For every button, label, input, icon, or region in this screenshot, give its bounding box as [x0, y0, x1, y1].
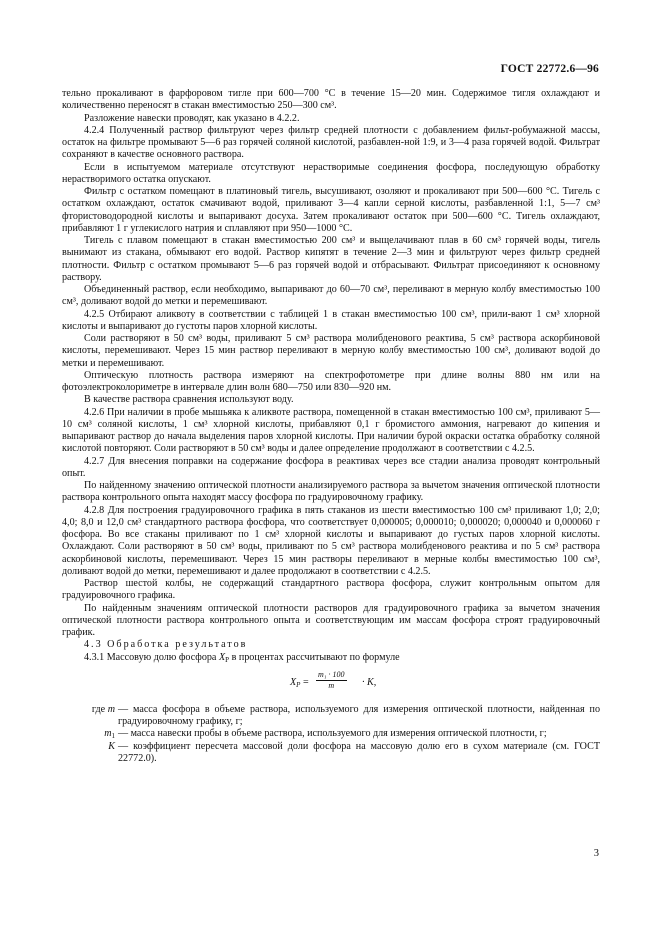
- formula-lhs: $X_P$ =: [290, 676, 309, 689]
- definition-text: — масса навески пробы в объеме раствора, используемого для измерения оптической плотности, г;: [118, 728, 547, 740]
- paragraph: Раствор шестой колбы, не содержащий стандартного раствора фосфора, служит контрольным опытом для градуировочного графика.: [62, 578, 600, 602]
- definition-text: — масса фосфора в объеме раствора, используемого для измерения оптической плотности, найденная по градуировочному графику, г;: [118, 703, 600, 727]
- section-heading-4-3: 4.3 Обработка результатов: [84, 639, 248, 651]
- formula-numerator: m₁ · 100: [318, 669, 345, 679]
- paragraph: Разложение навески проводят, как указано в 4.2.2.: [84, 112, 300, 124]
- paragraph: По найденным значениям оптической плотности растворов для градуировочного графика за вычетом значения оптической плотности раствора контрольного опыта и соответствующим им массам фосфора строят градуировочный график.: [62, 602, 600, 638]
- formula-mass-fraction: [62, 670, 600, 698]
- paragraph: 4.2.6 При наличии в пробе мышьяка к аликвоте раствора, помещенной в стакан вместимостью 100 см³, приливают 5—10 см³ соляной кислоты, 1 см³ хлорной кислоты, прибавляют 0,1 г бромистого аммония, нагревают до кипения и выпаривают раствор до начала выделения паров хлорной кислоты. При наличии бурой окраски остатка обработку соляной кислотой повторяют. Соли растворяют в 50 см³ воды и далее определение продолжают в соответствии с 4.2.5.: [62, 406, 600, 455]
- definition-row: [62, 728, 600, 740]
- definition-row: [62, 704, 600, 729]
- variable-definitions: [62, 704, 600, 765]
- formula-fraction: [316, 670, 347, 691]
- paragraph: 4.2.7 Для внесения поправки на содержание фосфора в реактивах через все стадии анализа проводят контрольный опыт.: [62, 455, 600, 479]
- definition-symbol: где m: [91, 703, 115, 715]
- paragraph: тельно прокаливают в фарфоровом тигле при 600—700 °С в течение 15—20 мин. Содержимое тигля охлаждают и количественно переносят в стакан вместимостью 250—300 см³.: [62, 88, 600, 112]
- definition-text: — коэффициент пересчета массовой доли фосфора на массовую долю его в сухом материале (см. ГОСТ 22772.0).: [118, 740, 600, 764]
- page-number: 3: [593, 848, 599, 859]
- paragraph: 4.2.4 Полученный раствор фильтруют через фильтр средней плотности с добавлением фильт-робумажной массы, остаток на фильтре промывают 5—6 раз горячей соляной кислотой, разбавлен-ной 1:9, и 3—4 раза горячей водой. Фильтрат сохраняют в качестве основного раствора.: [62, 124, 600, 161]
- formula-tail: · K,: [362, 676, 377, 688]
- paragraph: Объединенный раствор, если необходимо, выпаривают до 60—70 см³, переливают в мерную колбу вместимостью 100 см³, доливают водой до метки и перемешивают.: [62, 284, 600, 308]
- formula-denominator: m: [328, 680, 335, 690]
- definition-symbol: $m_1$: [104, 728, 115, 741]
- document-body: [62, 88, 600, 765]
- paragraph: Тигель с плавом помещают в стакан вместимостью 200 см³ и выщелачивают плав в 60 см³ горячей воды, тигель вынимают из стакана, обмывают его водой. Раствор кипятят в течение 2—3 мин и фильтруют через фильтр средней плотности. Фильтр с остатком промывают 5—6 раз горячей водой и отбрасывают. Фильтрат присоединяют к основному раствору.: [62, 235, 600, 283]
- paragraph: Соли растворяют в 50 см³ воды, приливают 5 см³ раствора молибденового реактива, 5 см³ раствора аскорбиновой кислоты, перемешивают. Через 15 мин раствор переливают в мерную колбу вместимостью 100 см³, доливают водой до метки и перемешивают.: [62, 333, 600, 369]
- definition-row: [62, 741, 600, 766]
- paragraph: Оптическую плотность раствора измеряют на спектрофотометре при длине волны 880 нм или на фотоэлектроколориметре в интервале длин волн 680—750 или 830—920 нм.: [62, 369, 600, 393]
- paragraph: 4.2.5 Отбирают аликвоту в соответствии с таблицей 1 в стакан вместимостью 100 см³, прили-вают 1 см³ хлорной кислоты и выпаривают до густоты паров хлорной кислоты.: [62, 308, 600, 332]
- paragraph-4-3-1: 4.3.1 Массовую долю фосфора $X_P$ в процентах рассчитывают по формуле: [84, 651, 400, 664]
- paragraph: По найденному значению оптической плотности анализируемого раствора за вычетом значения оптической плотности раствора контрольного опыта находят массу фосфора по градуировочному графику.: [62, 480, 600, 504]
- paragraph: 4.2.8 Для построения градуировочного графика в пять стаканов из шести вместимостью 100 см³ приливают 1,0; 2,0; 4,0; 8,0 и 12,0 см³ стандартного раствора фосфора, что соответствует 0,000005; 0,000010; 0,000020; 0,000040 и 0,000060 г фосфора. Во все стаканы приливают по 1 см³ хлорной кислоты и выпаривают до густых паров хлорной кислоты. Охлаждают. Соли растворяют в 50 см³ воды, приливают по 5 см³ раствора молибденового реактива и по 5 см³ раствора аскорбиновой кислоты, перемешивают. Через 15 мин растворы переливают в мерные колбы вместимостью 100 см³, доливают водой до метки, перемешивают и далее продолжают в соответствии с 4.2.5.: [62, 504, 600, 577]
- definition-symbol: K: [108, 740, 115, 752]
- paragraph: Если в испытуемом материале отсутствуют нерастворимые соединения фосфора, последующую обработку нерастворимого остатка опускают.: [62, 161, 600, 185]
- page-header-standard-number: ГОСТ 22772.6—96: [500, 63, 599, 75]
- paragraph: Фильтр с остатком помещают в платиновый тигель, высушивают, озоляют и прокаливают при 500—600 °С. Тигель с остатком охлаждают, остаток смачивают водой, приливают 3—4 капли серной кислоты, разбавленной 1:1, 5—7 см³ фтористоводородной кислоты и выпаривают досуха. Затем прокаливают остаток при 500—600 °С. Тигель охлаждают, прибавляют 1 г углекислого натрия и сплавляют при 950—1000 °С.: [62, 186, 600, 234]
- paragraph: В качестве раствора сравнения используют воду.: [84, 394, 294, 406]
